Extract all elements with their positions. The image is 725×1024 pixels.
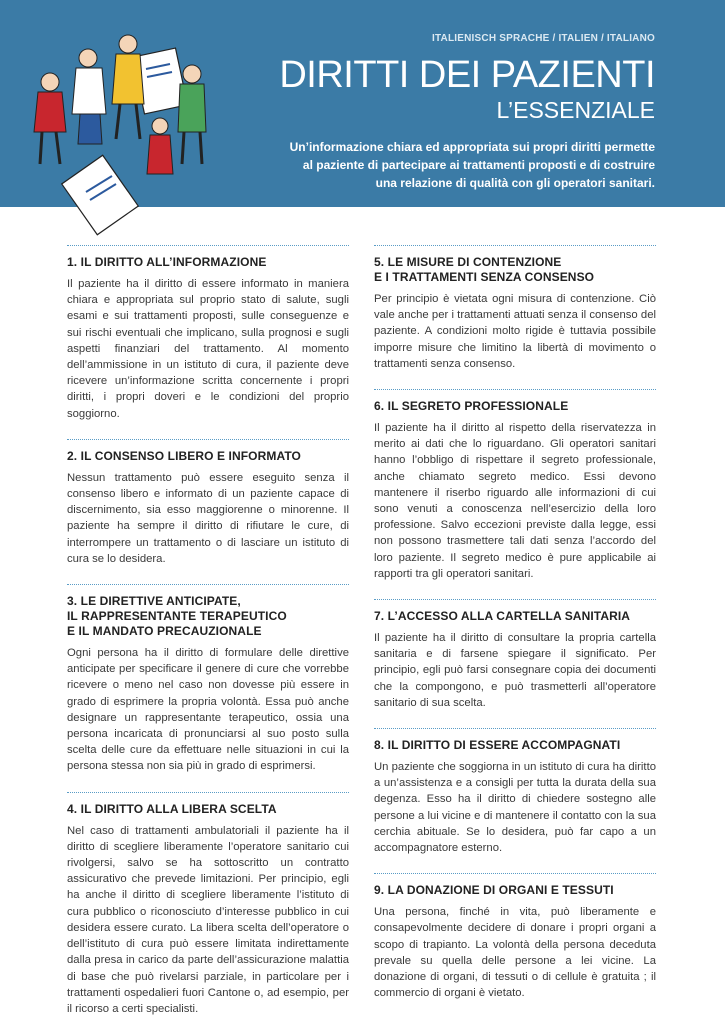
section-accompaniment xyxy=(374,728,656,856)
section-organ-donation xyxy=(374,873,656,1001)
section-heading: 6. IL SEGRETO PROFESSIONALE xyxy=(374,399,569,414)
section-body: Una persona, finché in vita, può liberamente e consapevolmente decidere di donare i propri organi a scopo di trapianto. La volontà della persona deceduta prevale su quella delle persone a lei vicine. La donazione di organi, di tessuti o di cellule è gratuita ; il commercio di organi è vietato. xyxy=(374,906,656,1000)
page-subtitle: L’ESSENZIALE xyxy=(496,97,655,123)
section-heading: 1. IL DIRITTO ALL’INFORMAZIONE xyxy=(67,255,267,269)
section-restraint xyxy=(374,245,656,372)
section-information xyxy=(67,245,349,422)
section-medical-record xyxy=(374,599,656,711)
section-professional-secrecy xyxy=(374,389,656,582)
section-body: Per principio è vietata ogni misura di contenzione. Ciò vale anche per i trattamenti attuati senza il consenso del paziente. A condizioni molto rigide è tuttavia possibile imporre misure che limitino la libertà di movimento o trattamenti senza consenso. xyxy=(374,293,656,370)
section-heading: 9. LA DONAZIONE DI ORGANI E TESSUTI xyxy=(374,883,614,898)
right-column xyxy=(374,245,656,1002)
section-advance-directives xyxy=(67,584,349,775)
people-with-brochures-illustration xyxy=(20,14,210,239)
language-line: ITALIENISCH SPRACHE / ITALIEN / ITALIANO xyxy=(432,33,655,44)
section-free-choice xyxy=(67,792,349,1017)
page-title: DIRITTI DEI PAZIENTI xyxy=(279,54,655,96)
section-body: Il paziente ha il diritto di essere informato in maniera chiara e appropriata sul proprio stato di salute, sugli esami e sui trattamenti proposti, sulle conseguenze e sui rischi eventuali che implicano, sulla prognosi e sugli aspetti finanziari del trattamento. Al momento dell’ammissione in un istituto di cura, il paziente deve ricevere un’informazione scritta concernente i propri diritti, i propri doveri e le condizioni del proprio soggiorno. xyxy=(67,278,349,420)
section-heading: 7. L’ACCESSO ALLA CARTELLA SANITARIA xyxy=(374,609,631,624)
intro-text: Un’informazione chiara ed appropriata sui propri diritti permette al paziente di partecipare ai trattamenti proposti e di costruire una relazione di qualità con gli operatori sanitari. xyxy=(289,140,655,190)
section-heading: 2. IL CONSENSO LIBERO E INFORMATO xyxy=(67,448,301,463)
header-banner xyxy=(0,0,725,207)
section-consent xyxy=(67,439,349,567)
section-heading: 3. LE DIRETTIVE ANTICIPATE, IL RAPPRESENTANTE TERAPEUTICO E IL MANDATO PRECAUZIONALE xyxy=(67,594,287,639)
section-body: Ogni persona ha il diritto di formulare delle direttive anticipate per specificare il genere di cure che vorrebbe ricevere o meno nel caso non dovesse più essere in grado di esprimere la propria volontà. Essa può anche designare un rappresentante terapeutico, ossia una persona incaricata di pronunciarsi al suo posto sulla scelta delle cure da effettuare nelle situazioni in cui la persona stessa non sia più in grado di esprimersi. xyxy=(67,647,349,773)
section-body: Nel caso di trattamenti ambulatoriali il paziente ha il diritto di scegliere liberamente l’operatore sanitario cui rivolgersi, salvo se ha sottoscritto un contratto assicurativo che prevede limitazioni. Per principio, egli ha anche il diritto di scegliere liberamente l’istituto di cura pubblico o riconosciuto d’interesse pubblico in cui desidera essere curato. La libera scelta dell’operatore o dell’istituto di cura può essere limitata indirettamente dalla presa in carico da parte dell’assicurazione malattia di base che può rivelarsi parziale, in particolare per i trattamenti ospedalieri fuori Cantone o, ad esempio, per il ricorso a certi specialisti. xyxy=(67,824,349,1015)
section-heading: 4. IL DIRITTO ALLA LIBERA SCELTA xyxy=(67,801,277,816)
section-body: Il paziente ha il diritto di consultare la propria cartella sanitaria e di farsene spiegare il significato. Per principio, egli può farsi consegnare copia dei documenti che la compongono, e può trasmetterli all’operatore sanitario di sua scelta. xyxy=(374,632,656,709)
section-heading: 5. LE MISURE DI CONTENZIONE E I TRATTAMENTI SENZA CONSENSO xyxy=(374,255,595,284)
section-body: Un paziente che soggiorna in un istituto di cura ha diritto a un’assistenza e a consigli per tutta la durata della sua degenza. Esso ha il diritto di chiedere sostegno alle persone a lui vicine e di mantenere il contatto con la sua cerchia abituale. Se lo desidera, può far capo a un accompagnatore esterno. xyxy=(374,761,656,855)
section-body: Il paziente ha il diritto al rispetto della riservatezza in merito ai dati che lo riguardano. Gli operatori sanitari hanno l’obbligo di rispettare il segreto professionale, anche chiamato segreto medico. Essi devono mantenere il riserbo riguardo alle informazioni di cui sono venuti a conoscenza nell’esercizio della loro professione. Salvo eccezioni previste dalla legge, essi non possono trasmettere tali dati senza l’accordo del loro paziente. Il segreto medico è pure applicabile ai rapporti tra gli operatori sanitari. xyxy=(374,422,656,580)
left-column xyxy=(67,245,349,1017)
section-heading: 8. IL DIRITTO DI ESSERE ACCOMPAGNATI xyxy=(374,738,621,753)
section-body: Nessun trattamento può essere eseguito senza il consenso libero e informato di un paziente capace di discernimento, sia esso maggiorenne o minorenne. Il paziente ha sempre il diritto di rifiutare le cure, di interrompere un trattamento o di lasciare un istituto di cura se lo desidera. xyxy=(67,471,349,565)
